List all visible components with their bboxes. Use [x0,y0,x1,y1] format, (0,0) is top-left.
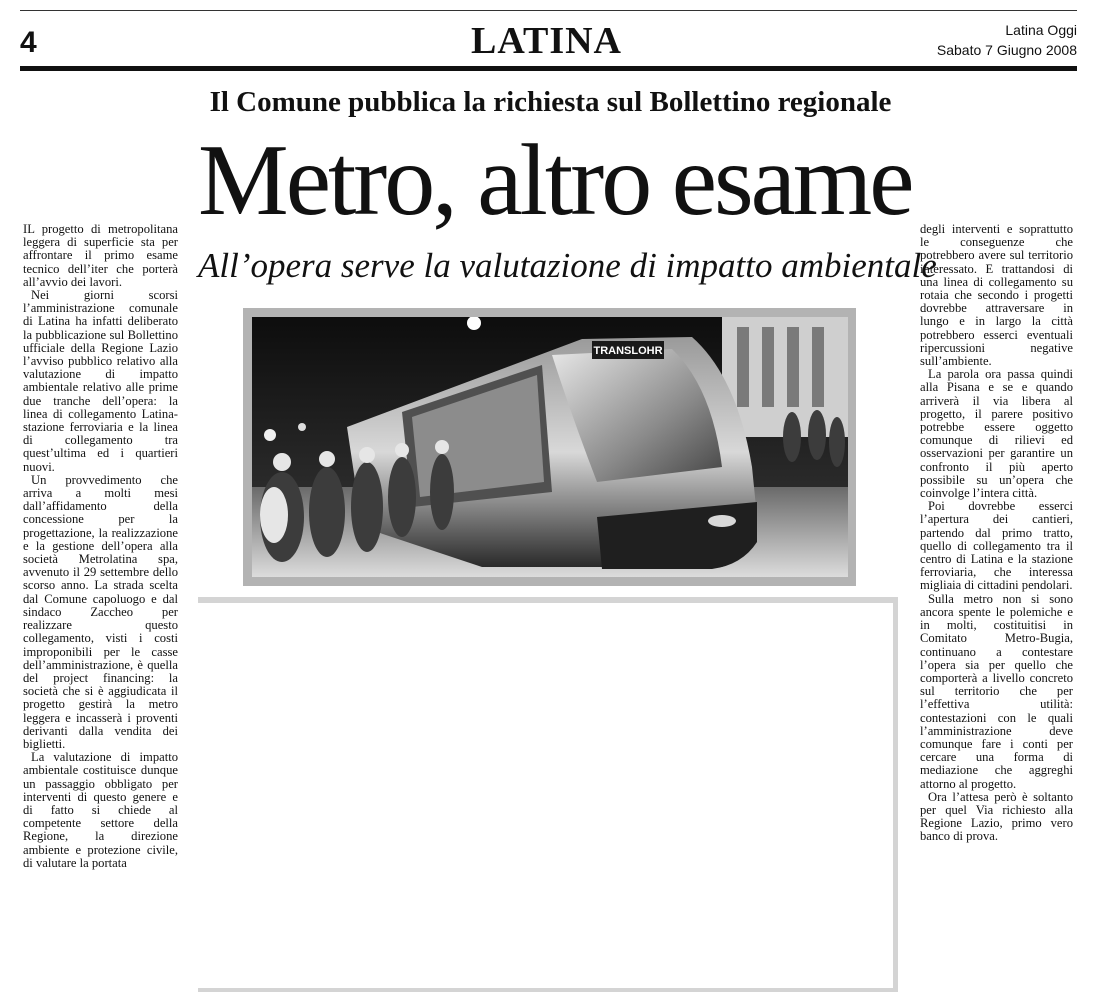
masthead-rule [20,66,1077,71]
tram-sign: TRANSLOHR [593,345,663,357]
paragraph: Nei giorni scorsi l’amministrazione comunale di Latina ha infatti deliberato la pubblicazione sul Bollettino ufficiale della Regione Lazio l’avviso pubblico relativo alla valutazione di impatto ambientale relativo alle prime due tranche dell’opera: la linea di collegamento Latina-stazione ferroviaria e la linea di collegamento tra quest’ultima ed i quartieri nuovi. [23,288,178,474]
paragraph: La parola ora passa quindi alla Pisana e se e quando arriverà il via libera al progetto, il parere positivo potrebbe essere oggetto comunque di rilievi ed osservazioni per garantire un confronto il più aperto possibile su un’opera che coinvolge l’intera città. [920,367,1073,501]
paragraph: IL progetto di metropolitana leggera di superficie sta per affrontare il primo esame tecnico dell’iter che porterà all’avvio dei lavori. [23,222,178,289]
article-kicker: Il Comune pubblica la richiesta sul Bollettino regionale [209,86,892,118]
paragraph: Ora l’attesa però è soltanto per quel Via richiesto alla Regione Lazio, primo vero banco di prova. [920,789,1073,844]
issue-date: Sabato 7 Giugno 2008 [936,42,1077,58]
tram-photo-image [252,317,848,577]
paragraph: Poi dovrebbe esserci l’apertura dei cantieri, partendo dal primo tratto, quello di collegamento tra il centro di Latina e la stazione ferroviaria, che interessa migliaia di cittadini pendolari. [920,499,1073,593]
article-headline: Metro, altro esame [198,124,912,237]
top-rule [20,10,1077,11]
paragraph: degli interventi e soprattutto le conseguenze che potrebbero avere sul territorio interessato. E trattandosi di una linea di collegamento su rotaia che secondo i progetti dovrebbe attraversare in lungo e in largo la città potrebbero esserci eventuali ripercussioni negative sull’ambiente. [920,222,1073,369]
page-number: 4 [20,26,37,59]
empty-box [198,597,898,992]
newspaper-name: Latina Oggi [1005,22,1077,38]
paragraph: Un provvedimento che arriva a molti mesi dall’affidamento della concessione per la progettazione, la realizzazione e la gestione dell’opera alla società Metrolatina spa, avvenuto il 29 settembre dello scorso anno. La strada scelta dal Comune capoluogo e dal sindaco Zaccheo per realizzare questo collegamento, visti i costi improponibili per le casse dell’amministrazione, è quella del project financing: la società che si è aggiudicata il progetto gestirà la metro leggera e incasserà i proventi derivanti dalla vendita dei biglietti. [23,472,178,751]
newspaper-info [937,20,1077,60]
article-subhead: All’opera serve la valutazione di impatto ambientale [198,246,937,285]
section-title: LATINA [471,20,622,62]
tram-photo [243,308,856,586]
right-column [920,223,1073,844]
paragraph: La valutazione di impatto ambientale costituisce dunque un passaggio obbligato per interventi di questo genere e di fatto si chiede al competente settore della Regione, la direzione ambiente e protezione civile, di valutare la portata [23,750,178,870]
paragraph: Sulla metro non si sono ancora spente le polemiche e in molti, costituitisi in Comitato Metro-Bugia, continuano a contestare l’opera sia per quello che comporterà a livello concreto sul territorio che per l’effettiva utilità: contestazioni con le quali l’amministrazione deve comunque fare i conti per cercare una forma di mediazione che aggreghi attorno al progetto. [920,591,1073,791]
left-column [23,223,178,870]
